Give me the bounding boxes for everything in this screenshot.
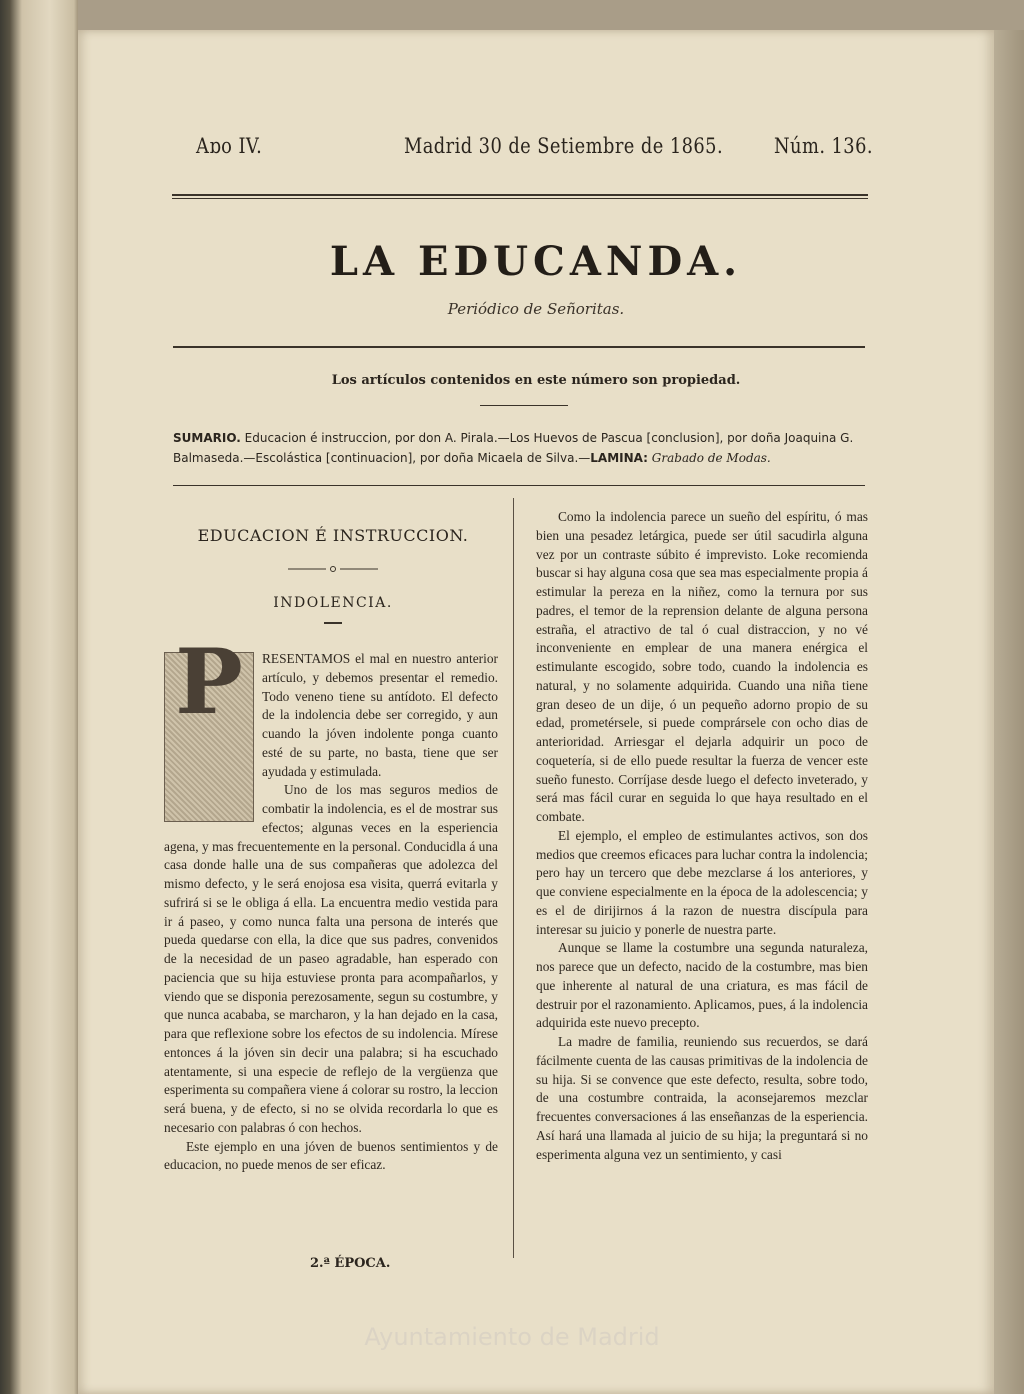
- article-column-2: [536, 508, 868, 1164]
- lamina-text: Grabado de Modas.: [651, 451, 771, 465]
- watermark: Ayuntamiento de Madrid: [364, 1323, 660, 1351]
- header-date: Madrid 30 de Setiembre de 1865.: [404, 134, 724, 158]
- paragraph: El ejemplo, el empleo de estimulantes activos, son dos medios que creemos eficaces para luchar contra la indolencia; pero hay un tercero que debe mezclarse á los anteriores, y que conviene especialmente en la época de la adolescencia; y es el de dirijirnos á la razon de nuestra discípula para interesar su juicio y ponerle de nuestra parte.: [536, 827, 868, 937]
- masthead-title: LA EDUCANDA.: [329, 238, 743, 285]
- lamina-label: LAMINA:: [590, 451, 648, 465]
- notice-rule: [480, 405, 568, 406]
- sumario-rule: [173, 485, 865, 486]
- paragraph: Aunque se llame la costumbre una segunda naturaleza, nos parece que un defecto, nacido de la costumbre, mas bien que inherente al natural de una criatura, es mas fácil de destruir por el razonamiento. Aplicamos, pues, á la indolencia adquirida este nuevo precepto.: [536, 940, 868, 1031]
- property-notice: Los artículos contenidos en este número son propiedad.: [331, 373, 741, 388]
- sumario-text: Educacion é instruccion, por don A. Pirala.—Los Huevos de Pascua [conclusion], por doña Joaquina G. Balmaseda.—Escolástica [continuacion], por doña Micaela de Silva.—: [173, 431, 854, 465]
- article-subtitle: INDOLENCIA.: [273, 595, 393, 611]
- masthead-rule: [173, 346, 865, 348]
- header-rule-thin: [172, 198, 868, 199]
- book-spine: [0, 0, 78, 1394]
- page-edge: [994, 30, 1024, 1394]
- dropcap-letter: P: [175, 629, 243, 735]
- column-divider: [513, 498, 514, 1258]
- article-column-1: [164, 629, 498, 1175]
- masthead-subtitle: Periódico de Señoritas.: [447, 300, 625, 318]
- header-year: Aɒo IV.: [196, 134, 263, 158]
- paragraph: Como la indolencia parece un sueño del espíritu, ó mas bien una pesadez letárgica, puede ser útil sacudirla alguna vez por un contraste súbito é imprevisto. Loke recomienda buscar si hay alguna cosa que sea mas especialmente propia á estimular la pereza en la niñez, como la ternura por sus padres, el temor de la reprension delante de alguna persona estraña, el atractivo de tal ó cual distraccion, y no vé inconveniente en emplear de una manera enérgica el estimulante escogido, sobre todo, cuando la indolencia es natural, y no solamente adquirida. Cuando una niña tiene gran deseo de un dije, ó un pequeño adorno propio de su edad, prometérsele, si puede comprársele con ocho dias de anterioridad. Arriesgar el dejarla adquirir un poco de coquetería, si de ello puede resultar la fuerza de vencer este sueño funesto. Corríjase desde luego el defecto inveterado, y será mas fácil curar en seguida lo que haya resultado en el combate.: [536, 509, 868, 824]
- ornament-divider: [288, 564, 378, 574]
- sumario-label: SUMARIO.: [173, 431, 241, 445]
- illuminated-initial: [164, 629, 254, 822]
- header-number: Núm. 136.: [774, 134, 873, 158]
- newspaper-page: [78, 30, 994, 1394]
- subtitle-dash: [324, 622, 342, 624]
- epoca-label: 2.ª ÉPOCA.: [310, 1256, 391, 1271]
- header-rule: [172, 194, 868, 196]
- paragraph: La madre de familia, reuniendo sus recuerdos, se dará fácilmente cuenta de las causas primitivas de la indolencia de su hija. Si se convence que este defecto, resulta, sobre todo, de una costumbre contraida, la aconsejaremos mezclar frecuentes conversaciones á las enseñanzas de la esperiencia. Así hará una llamada al juicio de su hija; la preguntará si no esperimenta alguna vez un sentimiento, y casi: [536, 1034, 868, 1162]
- paragraph: Uno de los mas seguros medios de combatir la indolencia, es el de mostrar sus efectos; algunas veces en la esperiencia agena, y mas frecuentemente en la personal. Conducidla á una casa donde halle una de sus compañeras que adolezca del mismo defecto, y le será enojosa esa visita, querrá evitarla y sufrirá si se le obliga á ella. La encuentra medio vestida para ir á paseo, y como nunca falta una persona de interés que pueda quedarse con ella, la dice que sus padres, convenidos de la necesidad de un paseo agradable, han esperado con paciencia que su hija estuviese pronta para acompañarlos, y viendo que se disponia perezosamente, segun su costumbre, y que nunca acababa, se marcharon, y la han dejado en la casa, para que reflexione sobre los efectos de su indolencia. Mírese entonces á la jóven sin decir una palabra; si ha escuchado atentamente, si una especie de reflejo de la vergüenza que esperimenta su compañera viene á colorar su rostro, la leccion será buena, y de efecto, si no se olvida recordarla lo que es necesario con palabras ó con hechos.: [164, 782, 498, 1135]
- paragraph: Este ejemplo en una jóven de buenos sentimientos y de educacion, no puede menos de ser eficaz.: [164, 1138, 498, 1173]
- paragraph: RESENTAMOS el mal en nuestro anterior artículo, y debemos presentar el remedio. Todo veneno tiene su antídoto. El defecto de la indolencia debe ser corregido, y aun cuando la jóven indolente ponga cuanto esté de su parte, no basta, tiene que ser ayudada y estimulada.: [262, 651, 498, 779]
- sumario: [173, 428, 873, 468]
- article-title: EDUCACION É INSTRUCCION.: [197, 526, 469, 545]
